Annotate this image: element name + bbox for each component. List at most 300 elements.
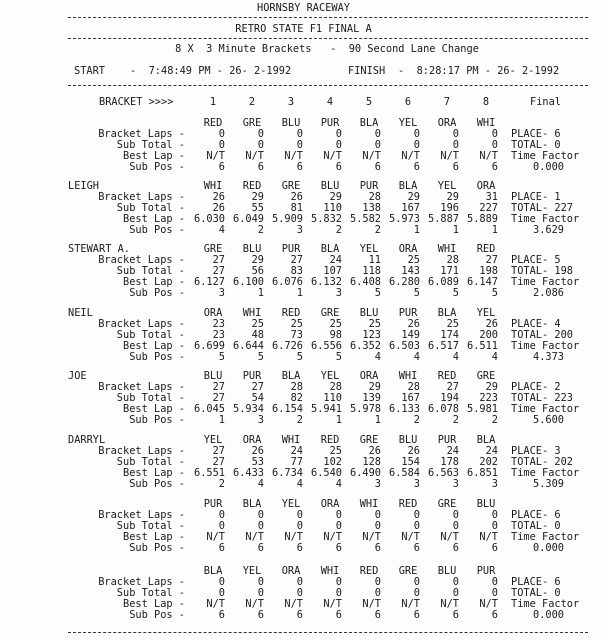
- cell-laps: 0: [491, 509, 498, 521]
- cell-best-lap: 6.352: [350, 340, 381, 352]
- lane-color: WHI: [203, 180, 223, 192]
- cell-sub-total: 27: [212, 456, 225, 468]
- cell-sub-pos: 5: [296, 351, 303, 363]
- cell-best-lap: 6.699: [194, 340, 225, 352]
- cell-best-lap: 5.973: [389, 213, 420, 225]
- cell-best-lap: 6.154: [272, 403, 303, 415]
- cell-laps: 0: [218, 576, 225, 588]
- cell-laps: 27: [446, 381, 459, 393]
- row-label: Sub Pos -: [129, 224, 185, 236]
- cell-laps: 26: [368, 445, 381, 457]
- cell-sub-pos: 4: [296, 478, 303, 490]
- row-label: Sub Pos -: [129, 351, 185, 363]
- lane-color: YEL: [476, 307, 496, 319]
- final-time-factor: 0.000: [533, 609, 564, 621]
- cell-sub-pos: 1: [218, 414, 225, 426]
- cell-sub-pos: 6: [491, 542, 498, 554]
- row-label: Sub Pos -: [129, 478, 185, 490]
- cell-laps: 26: [290, 191, 303, 203]
- cell-best-lap: 6.433: [233, 467, 264, 479]
- cell-laps: 26: [485, 318, 498, 330]
- divider: [68, 632, 588, 633]
- lane-color: BLA: [281, 370, 301, 382]
- cell-best-lap: 6.644: [233, 340, 264, 352]
- lane-color: ORA: [203, 307, 223, 319]
- lane-color: ORA: [320, 498, 340, 510]
- cell-sub-total: 83: [290, 265, 303, 277]
- cell-best-lap: 6.280: [389, 276, 420, 288]
- cell-sub-pos: 5: [413, 287, 420, 299]
- lane-color: WHI: [281, 434, 301, 446]
- final-time-factor: 4.373: [533, 351, 564, 363]
- cell-sub-total: 167: [401, 202, 420, 214]
- lane-color: PUR: [476, 565, 496, 577]
- lane-color: WHI: [398, 370, 418, 382]
- cell-sub-pos: 3: [296, 224, 303, 236]
- cell-sub-total: 55: [251, 202, 264, 214]
- racer-name: NEIL: [68, 307, 93, 319]
- cell-laps: 0: [413, 509, 420, 521]
- cell-sub-total: 53: [251, 456, 264, 468]
- cell-sub-total: 0: [452, 520, 459, 532]
- cell-sub-total: 0: [296, 139, 303, 151]
- cell-sub-pos: 4: [257, 478, 264, 490]
- cell-laps: 27: [485, 254, 498, 266]
- cell-laps: 29: [485, 381, 498, 393]
- bracket-number: 5: [365, 96, 373, 108]
- cell-laps: 0: [335, 576, 342, 588]
- cell-best-lap: 6.551: [194, 467, 225, 479]
- cell-best-lap: 5.981: [467, 403, 498, 415]
- cell-best-lap: 6.030: [194, 213, 225, 225]
- final-place: PLACE- 6: [511, 509, 561, 521]
- lane-color: RED: [203, 117, 223, 129]
- cell-sub-total: 0: [335, 139, 342, 151]
- lane-color: BLU: [281, 117, 301, 129]
- lane-color: BLA: [203, 565, 223, 577]
- cell-sub-total: 0: [491, 587, 498, 599]
- cell-best-lap: N/T: [362, 150, 381, 162]
- cell-sub-pos: 1: [374, 414, 381, 426]
- cell-sub-total: 202: [479, 456, 498, 468]
- lane-color: BLA: [242, 498, 262, 510]
- cell-laps: 0: [257, 128, 264, 140]
- cell-sub-total: 174: [440, 329, 459, 341]
- lane-color: YEL: [359, 243, 379, 255]
- row-label: Bracket Laps -: [98, 576, 185, 588]
- cell-laps: 0: [374, 509, 381, 521]
- lane-color: GRE: [437, 498, 457, 510]
- lane-color: YEL: [398, 117, 418, 129]
- cell-best-lap: 6.584: [389, 467, 420, 479]
- cell-laps: 28: [329, 381, 342, 393]
- cell-sub-pos: 6: [452, 161, 459, 173]
- cell-sub-total: 0: [491, 520, 498, 532]
- final-time-factor: 0.000: [533, 542, 564, 554]
- cell-sub-total: 227: [479, 202, 498, 214]
- row-label: Bracket Laps -: [98, 254, 185, 266]
- final-time-factor: 3.629: [533, 224, 564, 236]
- cell-laps: 0: [218, 509, 225, 521]
- row-label: Bracket Laps -: [98, 381, 185, 393]
- racer-name: STEWART A.: [68, 243, 130, 255]
- lane-color: ORA: [359, 370, 379, 382]
- cell-best-lap: 6.556: [311, 340, 342, 352]
- venue-title: HORNSBY RACEWAY: [257, 2, 350, 14]
- divider: [68, 17, 588, 18]
- row-label: Best Lap -: [123, 340, 185, 352]
- lane-color: YEL: [242, 565, 262, 577]
- cell-best-lap: N/T: [284, 150, 303, 162]
- cell-sub-total: 110: [323, 392, 342, 404]
- lane-color: BLU: [320, 180, 340, 192]
- lane-color: GRE: [242, 117, 262, 129]
- cell-best-lap: 5.941: [311, 403, 342, 415]
- cell-laps: 28: [446, 254, 459, 266]
- cell-best-lap: 6.517: [428, 340, 459, 352]
- row-label: Best Lap -: [123, 150, 185, 162]
- cell-sub-total: 48: [251, 329, 264, 341]
- bracket-number: 6: [404, 96, 412, 108]
- final-place: PLACE- 1: [511, 191, 561, 203]
- row-label: Best Lap -: [123, 213, 185, 225]
- cell-best-lap: 6.408: [350, 276, 381, 288]
- lane-color: WHI: [437, 243, 457, 255]
- cell-sub-pos: 2: [491, 414, 498, 426]
- cell-sub-total: 23: [212, 329, 225, 341]
- cell-sub-pos: 4: [335, 478, 342, 490]
- cell-sub-total: 82: [290, 392, 303, 404]
- cell-best-lap: 6.540: [311, 467, 342, 479]
- cell-sub-pos: 4: [218, 224, 225, 236]
- cell-sub-pos: 6: [257, 542, 264, 554]
- row-label: Bracket Laps -: [98, 445, 185, 457]
- bracket-number: 3: [287, 96, 295, 108]
- row-label: Sub Total -: [116, 139, 185, 151]
- cell-laps: 0: [296, 576, 303, 588]
- cell-sub-pos: 6: [413, 542, 420, 554]
- lane-color: GRE: [281, 180, 301, 192]
- cell-laps: 25: [251, 318, 264, 330]
- cell-sub-pos: 6: [452, 542, 459, 554]
- lane-color: BLU: [359, 307, 379, 319]
- lane-color: RED: [398, 498, 418, 510]
- cell-sub-pos: 6: [257, 609, 264, 621]
- lane-color: YEL: [437, 180, 457, 192]
- cell-sub-total: 138: [362, 202, 381, 214]
- row-label: Sub Total -: [116, 587, 185, 599]
- lane-color: PUR: [359, 180, 379, 192]
- cell-best-lap: N/T: [206, 598, 225, 610]
- racer-name: JOE: [68, 370, 87, 382]
- cell-sub-pos: 1: [413, 224, 420, 236]
- cell-sub-total: 56: [251, 265, 264, 277]
- cell-sub-total: 196: [440, 202, 459, 214]
- cell-sub-total: 0: [452, 587, 459, 599]
- divider: [68, 85, 588, 86]
- cell-sub-pos: 1: [257, 287, 264, 299]
- cell-best-lap: N/T: [245, 598, 264, 610]
- start-time: - 7:48:49 PM - 26- 2-1992: [130, 65, 292, 77]
- row-label: Best Lap -: [123, 467, 185, 479]
- cell-sub-total: 0: [296, 587, 303, 599]
- lane-color: GRE: [398, 565, 418, 577]
- final-time-factor-label: Time Factor: [511, 531, 580, 543]
- cell-sub-pos: 4: [413, 351, 420, 363]
- cell-sub-pos: 6: [257, 161, 264, 173]
- final-place: PLACE- 3: [511, 445, 561, 457]
- cell-laps: 0: [257, 576, 264, 588]
- cell-sub-total: 81: [290, 202, 303, 214]
- lane-color: GRE: [359, 434, 379, 446]
- cell-sub-pos: 4: [491, 351, 498, 363]
- cell-laps: 27: [251, 381, 264, 393]
- cell-sub-total: 107: [323, 265, 342, 277]
- bracket-label: BRACKET >>>>: [99, 96, 174, 108]
- cell-sub-pos: 2: [335, 224, 342, 236]
- bracket-number: 1: [209, 96, 217, 108]
- row-label: Best Lap -: [123, 598, 185, 610]
- cell-best-lap: 5.978: [350, 403, 381, 415]
- cell-sub-pos: 5: [257, 351, 264, 363]
- lane-color: PUR: [242, 370, 262, 382]
- cell-best-lap: 6.045: [194, 403, 225, 415]
- cell-best-lap: N/T: [245, 531, 264, 543]
- row-label: Sub Pos -: [129, 609, 185, 621]
- row-label: Sub Total -: [116, 329, 185, 341]
- final-total: TOTAL- 0: [511, 139, 561, 151]
- cell-best-lap: 6.726: [272, 340, 303, 352]
- cell-best-lap: N/T: [323, 598, 342, 610]
- cell-sub-pos: 3: [374, 478, 381, 490]
- lane-color: BLA: [398, 180, 418, 192]
- final-place: PLACE- 4: [511, 318, 561, 330]
- cell-sub-pos: 6: [413, 161, 420, 173]
- cell-sub-pos: 3: [218, 287, 225, 299]
- cell-best-lap: N/T: [440, 150, 459, 162]
- final-time-factor: 5.600: [533, 414, 564, 426]
- row-label: Sub Pos -: [129, 414, 185, 426]
- cell-sub-pos: 6: [296, 161, 303, 173]
- cell-best-lap: N/T: [401, 150, 420, 162]
- lane-color: BLA: [320, 243, 340, 255]
- lane-color: WHI: [242, 307, 262, 319]
- lane-color: WHI: [320, 565, 340, 577]
- cell-sub-total: 0: [296, 520, 303, 532]
- cell-laps: 0: [452, 128, 459, 140]
- cell-sub-pos: 6: [218, 161, 225, 173]
- cell-best-lap: N/T: [323, 531, 342, 543]
- final-time-factor-label: Time Factor: [511, 598, 580, 610]
- row-label: Bracket Laps -: [98, 128, 185, 140]
- cell-best-lap: 5.887: [428, 213, 459, 225]
- cell-best-lap: 6.490: [350, 467, 381, 479]
- cell-laps: 25: [329, 445, 342, 457]
- cell-laps: 26: [251, 445, 264, 457]
- cell-laps: 0: [452, 576, 459, 588]
- start-label: START: [74, 65, 105, 77]
- cell-sub-total: 0: [374, 587, 381, 599]
- cell-best-lap: 6.089: [428, 276, 459, 288]
- cell-laps: 25: [368, 318, 381, 330]
- cell-laps: 0: [452, 509, 459, 521]
- row-label: Best Lap -: [123, 531, 185, 543]
- cell-sub-total: 149: [401, 329, 420, 341]
- cell-sub-pos: 6: [218, 542, 225, 554]
- final-total: TOTAL- 223: [511, 392, 573, 404]
- row-label: Bracket Laps -: [98, 318, 185, 330]
- lane-color: RED: [242, 180, 262, 192]
- cell-sub-pos: 6: [335, 609, 342, 621]
- cell-sub-pos: 1: [452, 224, 459, 236]
- cell-sub-total: 0: [374, 139, 381, 151]
- lane-color: YEL: [281, 498, 301, 510]
- final-time-factor-label: Time Factor: [511, 467, 580, 479]
- cell-sub-total: 223: [479, 392, 498, 404]
- cell-best-lap: 6.147: [467, 276, 498, 288]
- cell-best-lap: 6.132: [311, 276, 342, 288]
- cell-sub-total: 73: [290, 329, 303, 341]
- cell-sub-pos: 6: [374, 161, 381, 173]
- cell-sub-total: 143: [401, 265, 420, 277]
- lane-color: PUR: [281, 243, 301, 255]
- cell-laps: 0: [374, 576, 381, 588]
- final-total: TOTAL- 0: [511, 520, 561, 532]
- cell-laps: 24: [485, 445, 498, 457]
- row-label: Bracket Laps -: [98, 191, 185, 203]
- racer-name: LEIGH: [68, 180, 99, 192]
- final-time-factor: 5.309: [533, 478, 564, 490]
- cell-sub-total: 0: [335, 520, 342, 532]
- lane-color: PUR: [437, 434, 457, 446]
- cell-best-lap: N/T: [362, 598, 381, 610]
- cell-sub-total: 54: [251, 392, 264, 404]
- lane-color: RED: [437, 370, 457, 382]
- cell-laps: 29: [368, 381, 381, 393]
- cell-laps: 24: [329, 254, 342, 266]
- lane-color: WHI: [359, 498, 379, 510]
- cell-laps: 31: [485, 191, 498, 203]
- lane-color: BLA: [359, 117, 379, 129]
- cell-sub-pos: 6: [374, 542, 381, 554]
- bracket-number: 7: [443, 96, 451, 108]
- cell-sub-pos: 3: [257, 414, 264, 426]
- event-title: RETRO STATE F1 FINAL A: [235, 23, 372, 35]
- cell-sub-total: 0: [374, 520, 381, 532]
- lane-color: ORA: [476, 180, 496, 192]
- bracket-number: 2: [248, 96, 256, 108]
- cell-sub-total: 0: [413, 520, 420, 532]
- cell-laps: 24: [446, 445, 459, 457]
- divider: [68, 38, 588, 39]
- lane-color: BLU: [437, 565, 457, 577]
- cell-sub-pos: 6: [296, 609, 303, 621]
- cell-laps: 27: [212, 445, 225, 457]
- cell-sub-pos: 2: [218, 478, 225, 490]
- cell-sub-pos: 6: [335, 542, 342, 554]
- cell-laps: 27: [212, 381, 225, 393]
- cell-sub-pos: 1: [296, 287, 303, 299]
- cell-sub-total: 102: [323, 456, 342, 468]
- cell-laps: 29: [329, 191, 342, 203]
- cell-sub-pos: 6: [413, 609, 420, 621]
- cell-sub-pos: 2: [257, 224, 264, 236]
- cell-sub-pos: 3: [491, 478, 498, 490]
- lane-color: RED: [281, 307, 301, 319]
- cell-laps: 0: [491, 128, 498, 140]
- cell-sub-pos: 6: [374, 609, 381, 621]
- cell-laps: 29: [407, 191, 420, 203]
- cell-laps: 0: [413, 128, 420, 140]
- cell-laps: 26: [407, 445, 420, 457]
- finish-time: - 8:28:17 PM - 26- 2-1992: [398, 65, 560, 77]
- cell-sub-pos: 6: [491, 161, 498, 173]
- final-total: TOTAL- 198: [511, 265, 573, 277]
- cell-best-lap: N/T: [362, 531, 381, 543]
- cell-laps: 26: [407, 318, 420, 330]
- cell-sub-pos: 3: [335, 287, 342, 299]
- cell-best-lap: N/T: [284, 531, 303, 543]
- lane-color: GRE: [203, 243, 223, 255]
- cell-sub-pos: 5: [335, 351, 342, 363]
- row-label: Sub Pos -: [129, 542, 185, 554]
- cell-best-lap: N/T: [206, 531, 225, 543]
- cell-best-lap: N/T: [479, 598, 498, 610]
- cell-best-lap: 6.076: [272, 276, 303, 288]
- lane-color: RED: [476, 243, 496, 255]
- cell-best-lap: N/T: [479, 150, 498, 162]
- row-label: Sub Total -: [116, 265, 185, 277]
- cell-laps: 28: [368, 191, 381, 203]
- cell-sub-total: 0: [413, 139, 420, 151]
- lane-color: BLA: [437, 307, 457, 319]
- final-time-factor: 0.000: [533, 161, 564, 173]
- final-place: PLACE- 6: [511, 128, 561, 140]
- final-total: TOTAL- 202: [511, 456, 573, 468]
- lane-color: RED: [320, 434, 340, 446]
- cell-sub-total: 0: [452, 139, 459, 151]
- cell-sub-pos: 2: [413, 414, 420, 426]
- cell-best-lap: 6.511: [467, 340, 498, 352]
- cell-sub-pos: 2: [452, 414, 459, 426]
- cell-laps: 0: [335, 509, 342, 521]
- cell-laps: 25: [407, 254, 420, 266]
- lane-color: ORA: [281, 565, 301, 577]
- final-time-factor-label: Time Factor: [511, 276, 580, 288]
- cell-sub-total: 0: [257, 139, 264, 151]
- cell-sub-pos: 6: [491, 609, 498, 621]
- cell-best-lap: 5.832: [311, 213, 342, 225]
- cell-sub-total: 0: [218, 139, 225, 151]
- cell-laps: 23: [212, 318, 225, 330]
- cell-sub-total: 0: [218, 520, 225, 532]
- cell-best-lap: 6.100: [233, 276, 264, 288]
- final-time-factor: 2.086: [533, 287, 564, 299]
- cell-sub-total: 194: [440, 392, 459, 404]
- cell-best-lap: 6.049: [233, 213, 264, 225]
- cell-best-lap: N/T: [440, 598, 459, 610]
- cell-sub-pos: 6: [218, 609, 225, 621]
- cell-laps: 27: [290, 254, 303, 266]
- cell-best-lap: N/T: [206, 150, 225, 162]
- cell-sub-pos: 5: [452, 287, 459, 299]
- cell-sub-total: 0: [491, 139, 498, 151]
- cell-laps: 29: [446, 191, 459, 203]
- final-total: TOTAL- 0: [511, 587, 561, 599]
- cell-sub-total: 118: [362, 265, 381, 277]
- cell-best-lap: 6.078: [428, 403, 459, 415]
- cell-best-lap: 5.582: [350, 213, 381, 225]
